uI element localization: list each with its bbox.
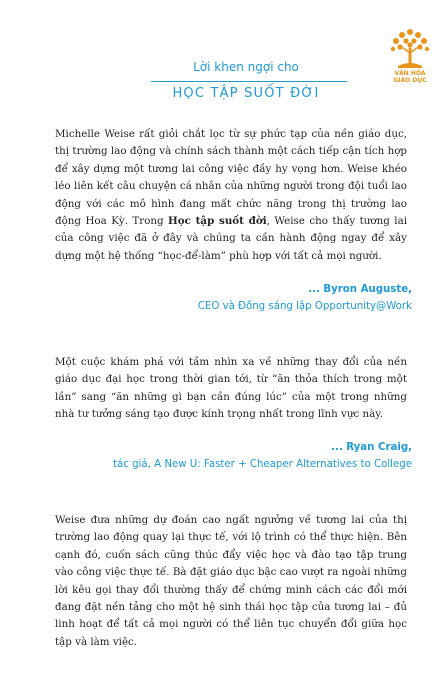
book-back-cover (6, 6, 442, 694)
header-title: HỌC TẬP SUỐT ĐỜI (172, 86, 320, 101)
attribution-2-role: tác giả, A New U: Faster + Cheaper Alternatives to College (113, 459, 412, 470)
quote-3-line: động quay lại thực tế, với lộ trình có thể thực hiện. Bên cạnh đó, cuốn sách (55, 531, 407, 561)
attribution-1-name: ... Byron Auguste, (308, 284, 412, 295)
quote-1-line: Michelle Weise rất giỏi chắt lọc từ sự phức tạp của nền giáo dục, thị trường (55, 128, 407, 158)
publisher-name (382, 70, 438, 84)
attribution-2-name: ... Ryan Craig, (331, 442, 412, 453)
quote-1-line: nhân của những người trong đội tuổi lao động với các mô hình đang mất (55, 180, 407, 210)
quote-1-line: chức năng trong thị trường lao động Hoa Kỳ. Trong (55, 197, 407, 228)
quote-2-line: học trong thời gian tới, từ “ăn thỏa thích trong một lần” sang “ăn những gì (55, 373, 407, 403)
quote-2-line: trọng nhất trong lĩnh vực này. (227, 408, 383, 421)
header-divider (151, 81, 347, 82)
quote-2-line: Một cuộc khám phá với tầm nhìn xa về những thay đổi của nền giáo dục đại (55, 356, 407, 386)
quote-3-line: giáo dục bậc cao vượt ra ngoài những lời kêu gọi thay đổi thường thấy để (55, 566, 407, 596)
publisher-logo (382, 22, 438, 86)
quote-3-line: Weise đưa những dự đoán cao ngất ngưởng về tương lai của thị trường lao (55, 514, 407, 544)
quote-1-line: để xây dựng một hệ thống “học-để-làm” phù hợp với tất cả mọi người. (55, 232, 408, 262)
praise-quote-3 (55, 512, 407, 651)
attribution-2 (52, 439, 412, 473)
tree-icon (382, 22, 438, 72)
attribution-1 (52, 281, 412, 315)
quote-3-line: đổi giữa học tập và làm việc. (55, 618, 408, 648)
quote-1-line: lao động và chính sách thành một cách tiếp cận tích hợp để xây dựng một (55, 145, 408, 175)
header-subtitle: Lời khen ngợi cho (193, 60, 299, 74)
attribution-1-role: CEO và Đồng sáng lập Opportunity@Work (197, 301, 412, 312)
quote-1-line: tương lai công việc đầy hy vọng hơn. Weise khéo léo liên kết câu chuyện cá (55, 162, 407, 193)
praise-quote-1 (55, 126, 407, 265)
praise-quote-2 (55, 354, 407, 424)
quote-3-line: cũng thúc đẩy việc học và đào tạo tập trung vào công việc thực tế. Bà đặt (55, 548, 407, 579)
quote-2-line: bạn cần đúng lúc” của một trong những nhà tư tưởng sáng tạo được kính (55, 390, 408, 421)
quote-3-line: chứng minh cách các đổi mới đang đặt nền tảng cho một hệ sinh thái học (55, 583, 407, 614)
book-title-inline: Học tập suốt đời (168, 215, 267, 228)
publisher-name-line1: VĂN HÓA (394, 70, 426, 77)
quote-3-line: tập của tương lai – đủ linh hoạt để tất cả mọi người có thể liên tục chuyển (55, 601, 407, 631)
quote-1-line: cho thấy tương lai của công việc đã ở đây và chúng ta cần hành động ngay (55, 215, 408, 245)
publisher-name-line2: GIÁO DỤC (393, 77, 427, 84)
quote-1-line: , Weise (266, 215, 305, 228)
